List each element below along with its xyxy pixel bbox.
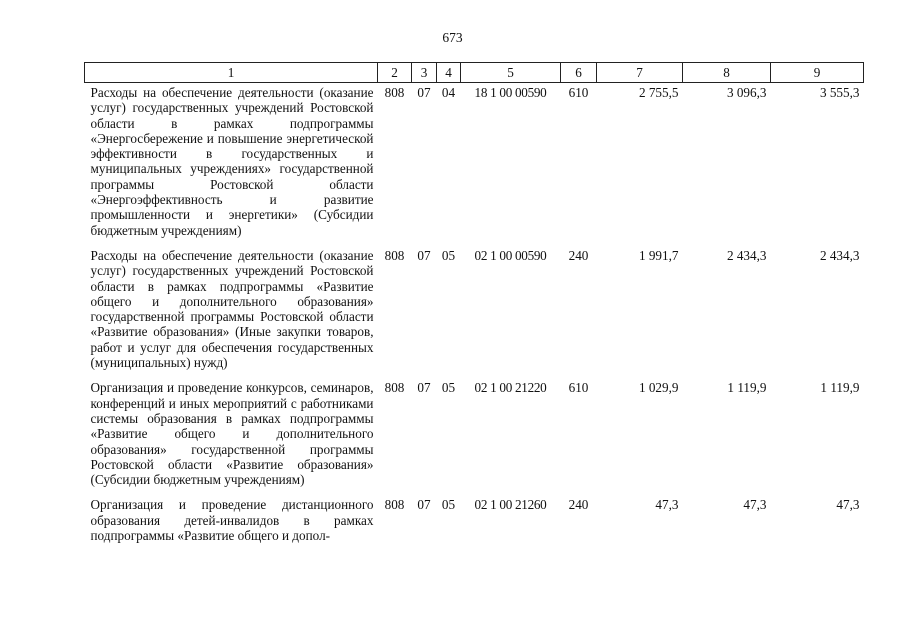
- row-col3: 07: [417, 380, 431, 396]
- header-cell-5: 5: [461, 63, 561, 83]
- page-number: 673: [442, 30, 463, 45]
- row-col2: 808: [384, 380, 405, 396]
- header-cell-2: 2: [378, 63, 412, 83]
- header-row: [85, 63, 864, 83]
- row-col4: 05: [441, 247, 456, 263]
- row-col5: 02 1 00 00590: [474, 247, 547, 263]
- row-col8: 47,3: [743, 497, 767, 513]
- row-col5: 02 1 00 21220: [474, 380, 547, 396]
- table-row: [85, 83, 864, 246]
- row-col7: 1 029,9: [638, 380, 679, 396]
- row-col7: 2 755,5: [638, 85, 679, 100]
- row-col6: 610: [568, 380, 589, 396]
- row-col8: 2 434,3: [726, 247, 767, 263]
- row-col2: 808: [384, 247, 405, 263]
- row-col6: 240: [568, 497, 589, 513]
- row-col4: 04: [441, 85, 456, 100]
- row-col5: 02 1 00 21260: [474, 497, 547, 513]
- row-description: Расходы на обеспечение деятельности (оказание услуг) государственных учреждений Ростовской области в рамках подпрограммы «Энергосбережение и повышение энергетической эффективности в государственных и муниципальных учреждениях» государственной программы Ростовской области «Энергоэффективность и развитие промышленности и энергетики» (Субсидии бюджетным учреждениям): [90, 85, 374, 238]
- budget-table: [84, 62, 864, 551]
- row-col5: 18 1 00 00590: [474, 85, 547, 100]
- row-col2: 808: [384, 85, 405, 100]
- row-description: Организация и проведение конкурсов, семинаров, конференций и иных мероприятий с работниками системы образования в рамках подпрограммы «Развитие общего и дополнительного образования» государственной программы Ростовской области «Развитие образования» (Субсидии бюджетным учреждениям): [90, 380, 374, 488]
- row-col9: 2 434,3: [819, 247, 860, 263]
- table-row: [85, 495, 864, 551]
- row-col9: 1 119,9: [820, 380, 860, 396]
- header-cell-4: 4: [437, 63, 461, 83]
- header-cell-6: 6: [561, 63, 597, 83]
- row-col9: 3 555,3: [819, 85, 860, 100]
- row-col7: 1 991,7: [638, 247, 679, 263]
- header-cell-8: 8: [683, 63, 771, 83]
- table-row: [85, 246, 864, 378]
- row-description: Организация и проведение дистанционного образования детей-инвалидов в рамках подпрограммы «Развитие общего и допол-: [90, 497, 374, 544]
- header-cell-7: 7: [597, 63, 683, 83]
- row-col8: 3 096,3: [726, 85, 767, 100]
- row-col2: 808: [384, 497, 405, 513]
- row-col3: 07: [417, 497, 431, 513]
- table-row: [85, 378, 864, 495]
- row-col9: 47,3: [836, 497, 860, 513]
- header-cell-3: 3: [412, 63, 437, 83]
- row-col3: 07: [417, 85, 431, 100]
- row-description: Расходы на обеспечение деятельности (оказание услуг) государственных учреждений Ростовской области в рамках подпрограммы «Развитие общего и дополнительного образования» государственной программы Ростовской области «Развитие образования» (Иные закупки товаров, работ и услуг для обеспечения государственных (муниципальных) нужд): [90, 247, 374, 371]
- row-col6: 240: [568, 247, 589, 263]
- row-col4: 05: [441, 380, 456, 396]
- row-col3: 07: [417, 247, 431, 263]
- header-cell-1: 1: [85, 63, 378, 83]
- row-col6: 610: [568, 85, 589, 100]
- table-header: [85, 63, 864, 83]
- row-col8: 1 119,9: [727, 380, 767, 396]
- table-body: [85, 83, 864, 552]
- row-col7: 47,3: [655, 497, 679, 513]
- header-cell-9: 9: [771, 63, 864, 83]
- row-col4: 05: [441, 497, 456, 513]
